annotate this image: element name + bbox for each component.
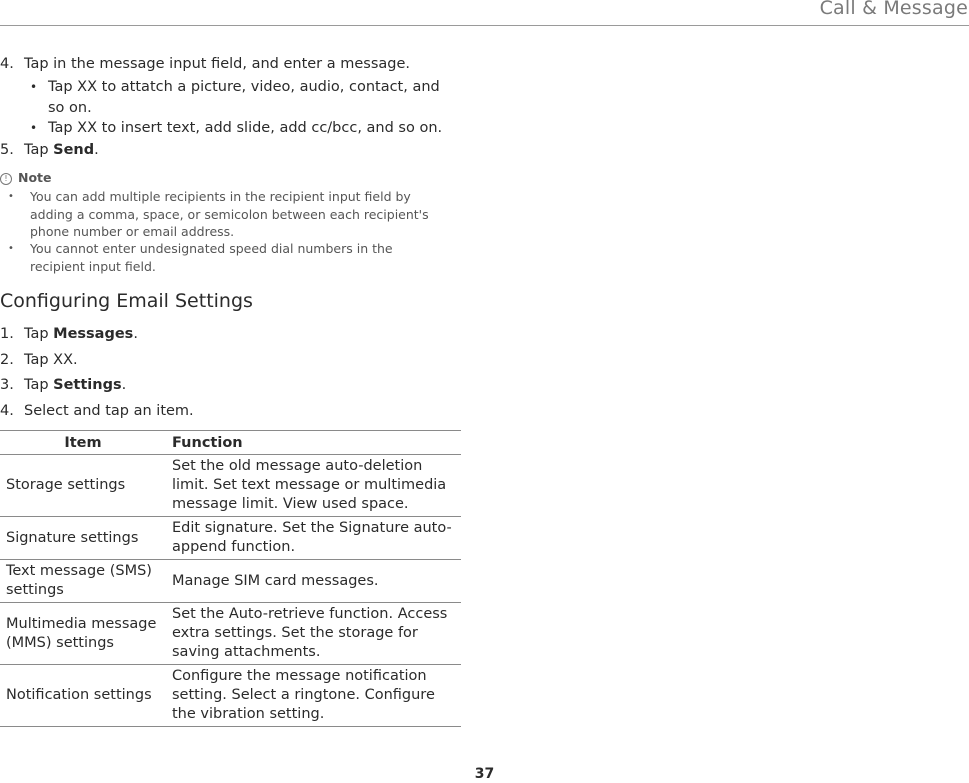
table-row bbox=[0, 517, 461, 560]
section-heading: Configuring Email Settings bbox=[0, 290, 253, 312]
table-cell-function: Configure the message notification setting. Select a ringtone. Configure the vibration setting. bbox=[166, 665, 461, 727]
table-cell-function: Manage SIM card messages. bbox=[166, 560, 461, 603]
table-cell-function: Set the old message auto-deletion limit. Set text message or multimedia message limit. View used space. bbox=[166, 455, 461, 517]
step-number: 5. bbox=[0, 142, 14, 158]
table-header-row bbox=[0, 431, 461, 455]
bullet-icon: • bbox=[30, 80, 38, 94]
step-text: Tap Send. bbox=[24, 142, 99, 158]
settings-table bbox=[0, 430, 461, 727]
step-number: 4. bbox=[0, 403, 14, 419]
step-text: Tap Settings. bbox=[24, 377, 127, 393]
step-text: Tap XX. bbox=[24, 352, 78, 368]
table-row bbox=[0, 455, 461, 517]
header-divider bbox=[0, 25, 969, 26]
step-bold-label: Settings bbox=[53, 377, 122, 393]
bullet-icon: • bbox=[30, 121, 38, 135]
note-label: Note bbox=[18, 170, 52, 185]
table-cell-item: Text message (SMS) settings bbox=[0, 560, 166, 603]
note-text: You can add multiple recipients in the recipient input field by adding a comma, space, or semicolon between each recipient's phone number or email address. bbox=[30, 189, 429, 239]
step-bold-label: Send bbox=[53, 142, 95, 158]
table-cell-item: Storage settings bbox=[0, 455, 166, 517]
bullet-icon: • bbox=[8, 243, 14, 254]
column-header-function: Function bbox=[166, 431, 461, 455]
table-cell-item: Signature settings bbox=[0, 517, 166, 560]
step-text: Tap Messages. bbox=[24, 326, 138, 342]
step-number: 1. bbox=[0, 326, 14, 342]
step-text: Select and tap an item. bbox=[24, 403, 194, 419]
bullet-text: Tap XX to attatch a picture, video, audio, contact, and so on. bbox=[48, 79, 440, 116]
note-text: You cannot enter undesignated speed dial numbers in the recipient input field. bbox=[30, 241, 393, 274]
table-cell-item: Notification settings bbox=[0, 665, 166, 727]
note-heading bbox=[0, 170, 52, 185]
step-number: 2. bbox=[0, 352, 14, 368]
step-number: 4. bbox=[0, 56, 14, 72]
table-cell-function: Edit signature. Set the Signature auto-append function. bbox=[166, 517, 461, 560]
page-number: 37 bbox=[474, 766, 495, 782]
table-cell-item: Multimedia message (MMS) settings bbox=[0, 603, 166, 665]
header-title: Call & Message bbox=[819, 0, 968, 19]
step-text: Tap in the message input field, and enter a message. bbox=[24, 56, 411, 72]
info-icon: ! bbox=[0, 173, 12, 185]
table-cell-function: Set the Auto-retrieve function. Access extra settings. Set the storage for saving attachments. bbox=[166, 603, 461, 665]
step-bold-label: Messages bbox=[53, 326, 134, 342]
table-row bbox=[0, 560, 461, 603]
step-number: 3. bbox=[0, 377, 14, 393]
table-row bbox=[0, 603, 461, 665]
table-row bbox=[0, 665, 461, 727]
bullet-icon: • bbox=[8, 191, 14, 202]
bullet-text: Tap XX to insert text, add slide, add cc/bcc, and so on. bbox=[48, 120, 443, 136]
column-header-item: Item bbox=[0, 431, 166, 455]
